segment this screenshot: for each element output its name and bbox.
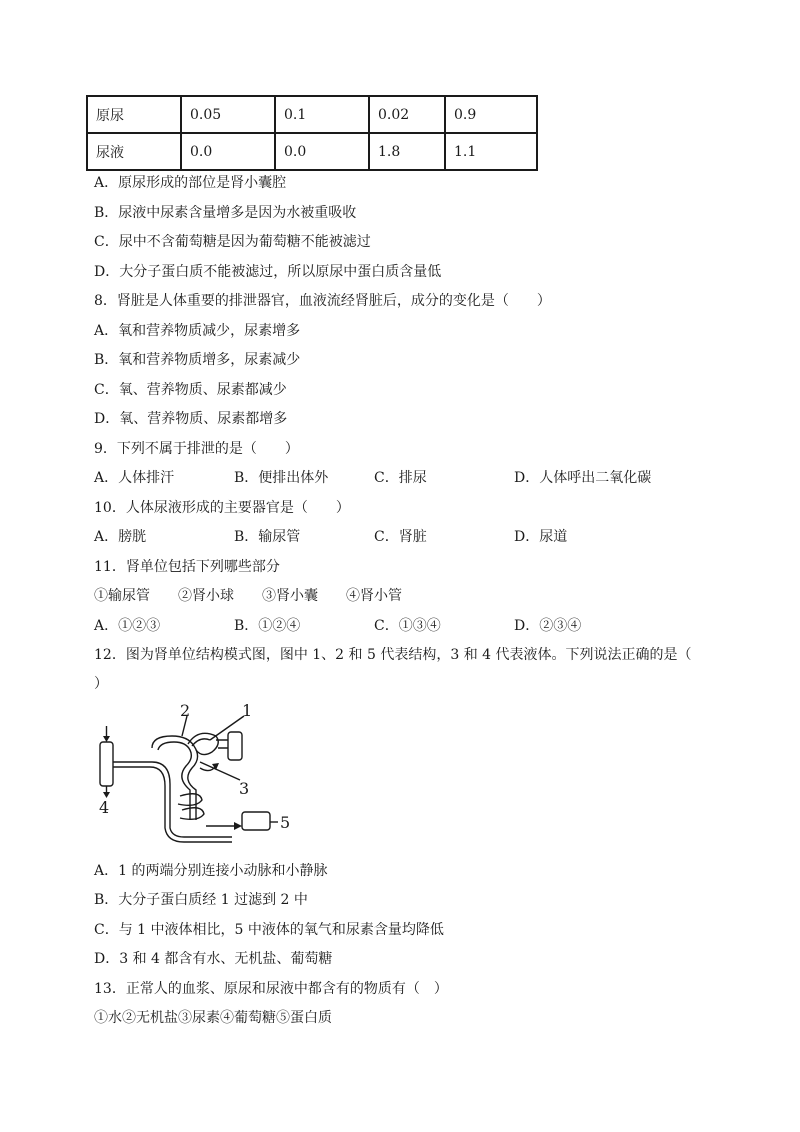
table-cell: 尿液 — [87, 133, 181, 170]
vessel-cylinder — [228, 732, 242, 760]
q9-option-b: B．便排出体外 — [234, 470, 329, 486]
leader-1 — [210, 716, 244, 740]
q10-option-a: A．膀胱 — [94, 529, 147, 545]
label-1: 1 — [242, 701, 253, 720]
table-cell: 0.1 — [275, 96, 369, 133]
q8-option-c: C．氧、营养物质、尿素都减少 — [94, 382, 287, 398]
glomerulus-coil — [192, 739, 210, 746]
q12-option-d: D．3 和 4 都含有水、无机盐、葡萄糖 — [94, 951, 333, 967]
q9-option-d: D．人体呼出二氧化碳 — [514, 470, 652, 486]
q10-option-d: D．尿道 — [514, 529, 568, 545]
q11-option-a: A．①②③ — [94, 618, 161, 634]
q12-option-a: A．1 的两端分别连接小动脉和小静脉 — [94, 863, 328, 879]
q7-option-d: D．大分子蛋白质不能被滤过，所以原尿中蛋白质含量低 — [94, 264, 442, 280]
collecting-tube-shape — [100, 742, 113, 786]
q10-option-c: C．肾脏 — [374, 529, 427, 545]
vein-cylinder — [242, 812, 270, 830]
q8-option-a: A．氧和营养物质减少，尿素增多 — [94, 323, 301, 339]
q7-option-b: B．尿液中尿素含量增多是因为水被重吸收 — [94, 205, 357, 221]
q12-option-b: B．大分子蛋白质经 1 过滤到 2 中 — [94, 892, 308, 908]
table-cell: 0.05 — [181, 96, 275, 133]
q11-stem: 11．肾单位包括下列哪些部分 — [94, 559, 280, 575]
q12-stem-continued: ） — [94, 676, 108, 692]
label-5: 5 — [280, 813, 291, 832]
nephron-diagram — [92, 700, 312, 850]
q12-stem: 12．图为肾单位结构模式图，图中 1、2 和 5 代表结构，3 和 4 代表液体。下列说法正确的是（ — [94, 647, 692, 663]
table-row — [87, 96, 537, 133]
q12-option-c: C．与 1 中液体相比，5 中液体的氧气和尿素含量均降低 — [94, 922, 444, 938]
q11-items: ①输尿管 ②肾小球 ③肾小囊 ④肾小管 — [94, 588, 402, 604]
q8-option-b: B．氧和营养物质增多，尿素减少 — [94, 352, 301, 368]
label-3: 3 — [239, 779, 250, 798]
tubule-path-inner — [113, 767, 232, 842]
q10-stem: 10．人体尿液形成的主要器官是（ ） — [94, 500, 350, 516]
q13-items: ①水②无机盐③尿素④葡萄糖⑤蛋白质 — [94, 1010, 332, 1026]
q9-option-c: C．排尿 — [374, 470, 427, 486]
table-cell: 1.8 — [369, 133, 445, 170]
table-cell: 0.0 — [275, 133, 369, 170]
table-row — [87, 133, 537, 170]
data-table — [86, 95, 538, 171]
q8-stem: 8．肾脏是人体重要的排泄器官，血液流经肾脏后，成分的变化是（ ） — [94, 293, 551, 309]
q8-option-d: D．氧、营养物质、尿素都增多 — [94, 411, 288, 427]
q9-option-a: A．人体排汗 — [94, 470, 175, 486]
q10-option-b: B．输尿管 — [234, 529, 301, 545]
q9-stem: 9．下列不属于排泄的是（ ） — [94, 441, 299, 457]
table-cell: 0.02 — [369, 96, 445, 133]
arrowhead-in — [103, 736, 110, 742]
q11-option-c: C．①③④ — [374, 618, 441, 634]
q7-option-c: C．尿中不含葡萄糖是因为葡萄糖不能被滤过 — [94, 234, 371, 250]
q11-option-d: D．②③④ — [514, 618, 582, 634]
table-cell: 1.1 — [445, 133, 537, 170]
label-4: 4 — [99, 798, 110, 817]
label-2: 2 — [180, 701, 191, 720]
q11-option-b: B．①②④ — [234, 618, 301, 634]
loop-coil-2 — [180, 808, 204, 820]
table-cell: 0.0 — [181, 133, 275, 170]
table-cell: 原尿 — [87, 96, 181, 133]
q13-stem: 13．正常人的血浆、原尿和尿液中都含有的物质有（ ） — [94, 981, 448, 997]
table-cell: 0.9 — [445, 96, 537, 133]
outflow-arrowhead — [234, 822, 242, 830]
q7-option-a: A．原尿形成的部位是肾小囊腔 — [94, 175, 287, 191]
